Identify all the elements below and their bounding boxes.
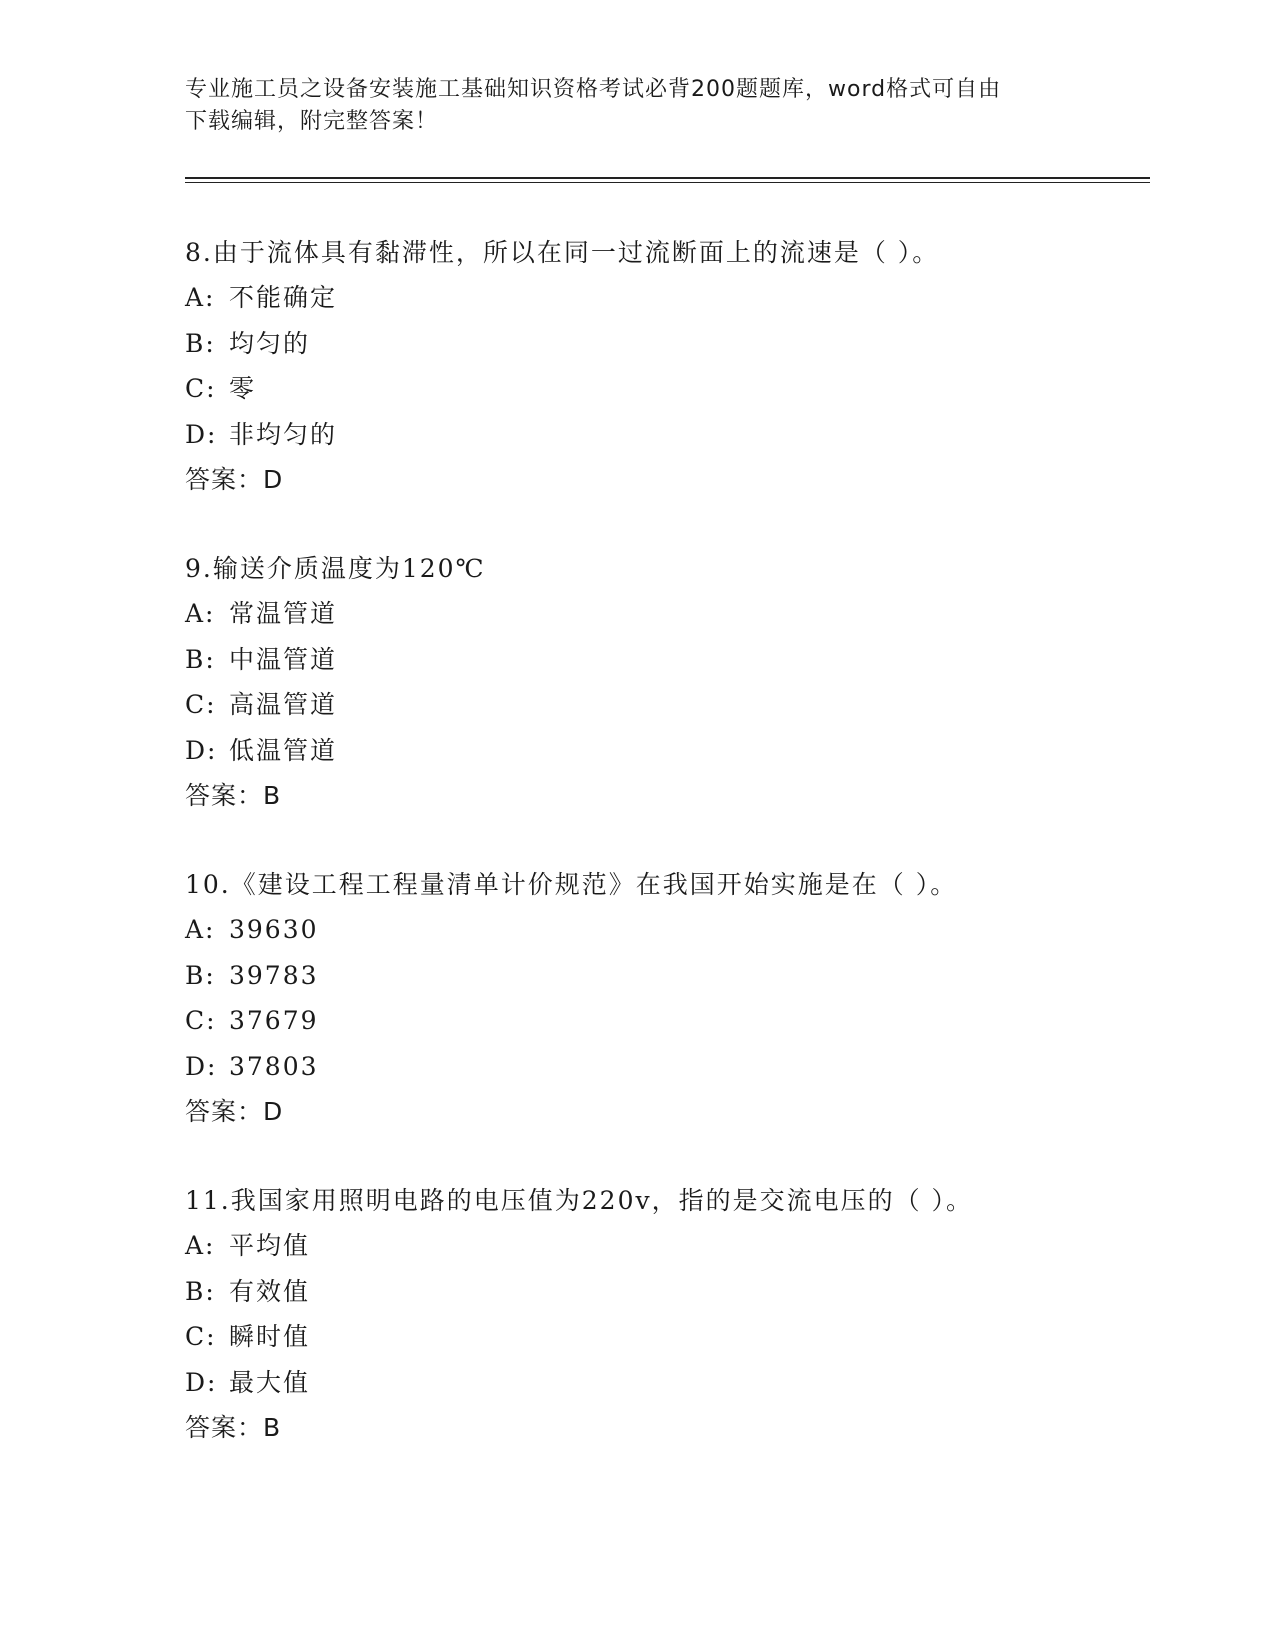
option-text: 39783 xyxy=(229,960,319,990)
option-label: D: xyxy=(185,419,218,449)
answer-line: 答案：B xyxy=(185,1413,282,1442)
option-text: 高温管道 xyxy=(229,690,338,719)
option-label: B: xyxy=(185,644,216,674)
option-c xyxy=(185,998,1135,1044)
question-stem: 11.我国家用照明电路的电压值为220v，指的是交流电压的（ ）。 xyxy=(185,1186,974,1215)
option-text: 37679 xyxy=(229,1006,319,1035)
option-label: B: xyxy=(185,1276,216,1306)
header-rule-thick xyxy=(185,177,1150,179)
question-11 xyxy=(185,1178,1135,1450)
option-text: 均匀的 xyxy=(229,328,311,358)
header-line-2: 下载编辑，附完整答案！ xyxy=(185,109,439,134)
option-text: 瞬时值 xyxy=(229,1322,311,1351)
option-label: D: xyxy=(185,735,218,765)
option-text: 不能确定 xyxy=(229,283,338,312)
option-b xyxy=(185,637,1135,683)
option-d xyxy=(185,728,1135,774)
option-text: 37803 xyxy=(229,1051,319,1081)
option-text: 非均匀的 xyxy=(229,419,338,449)
question-stem: 8.由于流体具有黏滞性，所以在同一过流断面上的流速是（ ）。 xyxy=(185,238,940,267)
option-label: C: xyxy=(185,1322,217,1351)
option-text: 常温管道 xyxy=(229,599,338,628)
option-label: B: xyxy=(185,960,216,990)
question-8 xyxy=(185,230,1135,502)
option-text: 中温管道 xyxy=(229,644,338,674)
option-label: A: xyxy=(185,599,216,628)
option-text: 最大值 xyxy=(229,1367,311,1397)
option-label: A: xyxy=(185,1231,216,1260)
option-c xyxy=(185,682,1135,728)
header-rule-thin xyxy=(185,182,1150,183)
option-a xyxy=(185,907,1135,953)
option-label: A: xyxy=(185,915,216,944)
option-label: C: xyxy=(185,374,217,403)
option-a xyxy=(185,275,1135,321)
option-label: C: xyxy=(185,690,217,719)
option-label: C: xyxy=(185,1006,217,1035)
option-c xyxy=(185,366,1135,412)
option-text: 平均值 xyxy=(229,1231,311,1260)
option-d xyxy=(185,1044,1135,1090)
answer-line: 答案：B xyxy=(185,781,282,810)
option-label: A: xyxy=(185,283,216,312)
option-text: 零 xyxy=(229,374,257,403)
option-d xyxy=(185,412,1135,458)
option-text: 低温管道 xyxy=(229,735,338,765)
answer-line: 答案：D xyxy=(185,465,284,494)
question-9 xyxy=(185,546,1135,818)
option-a xyxy=(185,591,1135,637)
header-line-1: 专业施工员之设备安装施工基础知识资格考试必背200题题库，word格式可自由 xyxy=(185,77,1002,102)
option-text: 39630 xyxy=(229,915,319,944)
option-a xyxy=(185,1223,1135,1269)
option-label: D: xyxy=(185,1367,218,1397)
question-10 xyxy=(185,862,1135,1134)
option-text: 有效值 xyxy=(229,1276,311,1306)
question-stem: 10.《建设工程工程量清单计价规范》在我国开始实施是在（ ）。 xyxy=(185,870,958,899)
option-d xyxy=(185,1360,1135,1406)
answer-line: 答案：D xyxy=(185,1097,284,1126)
option-c xyxy=(185,1314,1135,1360)
option-label: B: xyxy=(185,328,216,358)
option-b xyxy=(185,1269,1135,1315)
option-b xyxy=(185,953,1135,999)
option-label: D: xyxy=(185,1051,218,1081)
document-header xyxy=(185,74,1065,138)
question-stem: 9.输送介质温度为120℃ xyxy=(185,554,486,583)
option-b xyxy=(185,321,1135,367)
